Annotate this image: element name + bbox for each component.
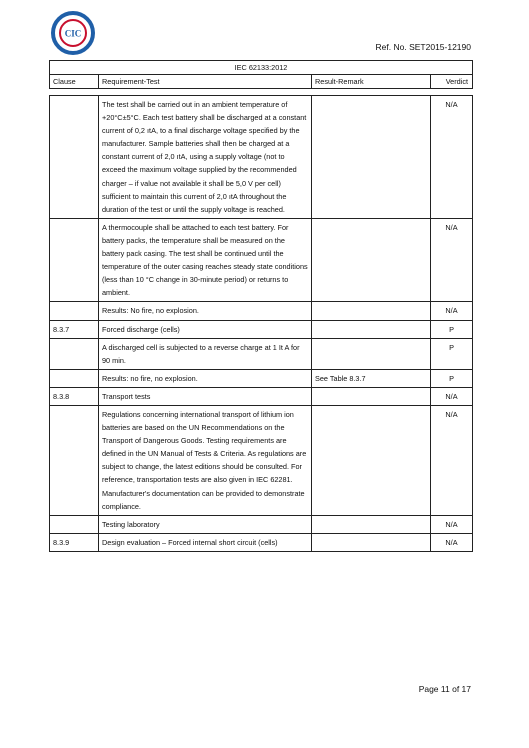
result-cell: [312, 218, 431, 302]
page-number: Page 11 of 17: [418, 684, 471, 694]
clause-cell: [50, 515, 99, 533]
clause-cell: [50, 369, 99, 387]
table-row: [50, 218, 473, 302]
result-cell: [312, 320, 431, 338]
standard-title: IEC 62133:2012: [50, 61, 473, 75]
requirement-cell: Design evaluation – Forced internal short circuit (cells): [99, 533, 312, 551]
col-header-verdict: Verdict: [431, 75, 473, 89]
verdict-cell: N/A: [431, 302, 473, 320]
spacer-row: [50, 89, 473, 96]
standard-row: [50, 61, 473, 75]
table-row: [50, 533, 473, 551]
result-cell: [312, 405, 431, 515]
clause-cell: 8.3.8: [50, 387, 99, 405]
requirement-cell: A thermocouple shall be attached to each test battery. For battery packs, the temperature shall be measured on the battery pack casing. The test shall be continued until the temperature of the outer casing reaches steady state conditions (less than 10 °C change in 30-minute period) or returns to ambient.: [99, 218, 312, 302]
verdict-cell: N/A: [431, 515, 473, 533]
requirement-cell: A discharged cell is subjected to a reverse charge at 1 It A for 90 min.: [99, 338, 312, 369]
clause-cell: 8.3.9: [50, 533, 99, 551]
table-row: [50, 387, 473, 405]
result-cell: [312, 338, 431, 369]
table-row: [50, 96, 473, 219]
requirement-cell: Results: no fire, no explosion.: [99, 369, 312, 387]
table-row: [50, 320, 473, 338]
verdict-cell: N/A: [431, 405, 473, 515]
col-header-requirement: Requirement-Test: [99, 75, 312, 89]
result-cell: [312, 533, 431, 551]
requirement-cell: Results: No fire, no explosion.: [99, 302, 312, 320]
report-table: [49, 60, 473, 552]
cic-logo: [50, 10, 96, 56]
verdict-cell: N/A: [431, 533, 473, 551]
verdict-cell: P: [431, 338, 473, 369]
verdict-cell: N/A: [431, 387, 473, 405]
result-cell: [312, 302, 431, 320]
requirement-cell: The test shall be carried out in an ambient temperature of +20°C±5°C. Each test battery shall be discharged at a constant current of 0,2 ıtA, to a final discharge voltage specified by the manufacturer. Sample batteries shall then be charged at a constant current of 2,0 ıtA, using a supply voltage (not to exceed the maximum voltage supplied by the recommended charger – if value not available it shall be 5,0 V per cell) sufficient to maintain this current of 2,0 ıtA throughout the duration of the test or until the supply voltage is reached.: [99, 96, 312, 219]
verdict-cell: P: [431, 369, 473, 387]
col-header-clause: Clause: [50, 75, 99, 89]
result-cell: [312, 387, 431, 405]
result-cell: [312, 515, 431, 533]
requirement-cell: Testing laboratory: [99, 515, 312, 533]
clause-cell: [50, 302, 99, 320]
clause-cell: [50, 218, 99, 302]
reference-number: Ref. No. SET2015-12190: [375, 42, 471, 52]
table-row: [50, 405, 473, 515]
result-cell: [312, 96, 431, 219]
verdict-cell: N/A: [431, 218, 473, 302]
col-header-result: Result-Remark: [312, 75, 431, 89]
header-row: [50, 75, 473, 89]
requirement-cell: Regulations concerning international transport of lithium ion batteries are based on the UN Recommendations on the Transport of Dangerous Goods. Testing requirements are defined in the UN Manual of Tests & Criteria. As regulations are subject to change, the latest editions should be consulted. For reference, transportation tests are also given in IEC 62281. Manufacturer's documentation can be provided to demonstrate compliance.: [99, 405, 312, 515]
table-row: [50, 338, 473, 369]
clause-cell: [50, 338, 99, 369]
clause-cell: [50, 96, 99, 219]
result-cell: See Table 8.3.7: [312, 369, 431, 387]
clause-cell: [50, 405, 99, 515]
table-row: [50, 515, 473, 533]
table-row: [50, 369, 473, 387]
clause-cell: 8.3.7: [50, 320, 99, 338]
requirement-cell: Forced discharge (cells): [99, 320, 312, 338]
requirement-cell: Transport tests: [99, 387, 312, 405]
verdict-cell: N/A: [431, 96, 473, 219]
table-row: [50, 302, 473, 320]
logo-text: CIC: [64, 28, 82, 39]
verdict-cell: P: [431, 320, 473, 338]
